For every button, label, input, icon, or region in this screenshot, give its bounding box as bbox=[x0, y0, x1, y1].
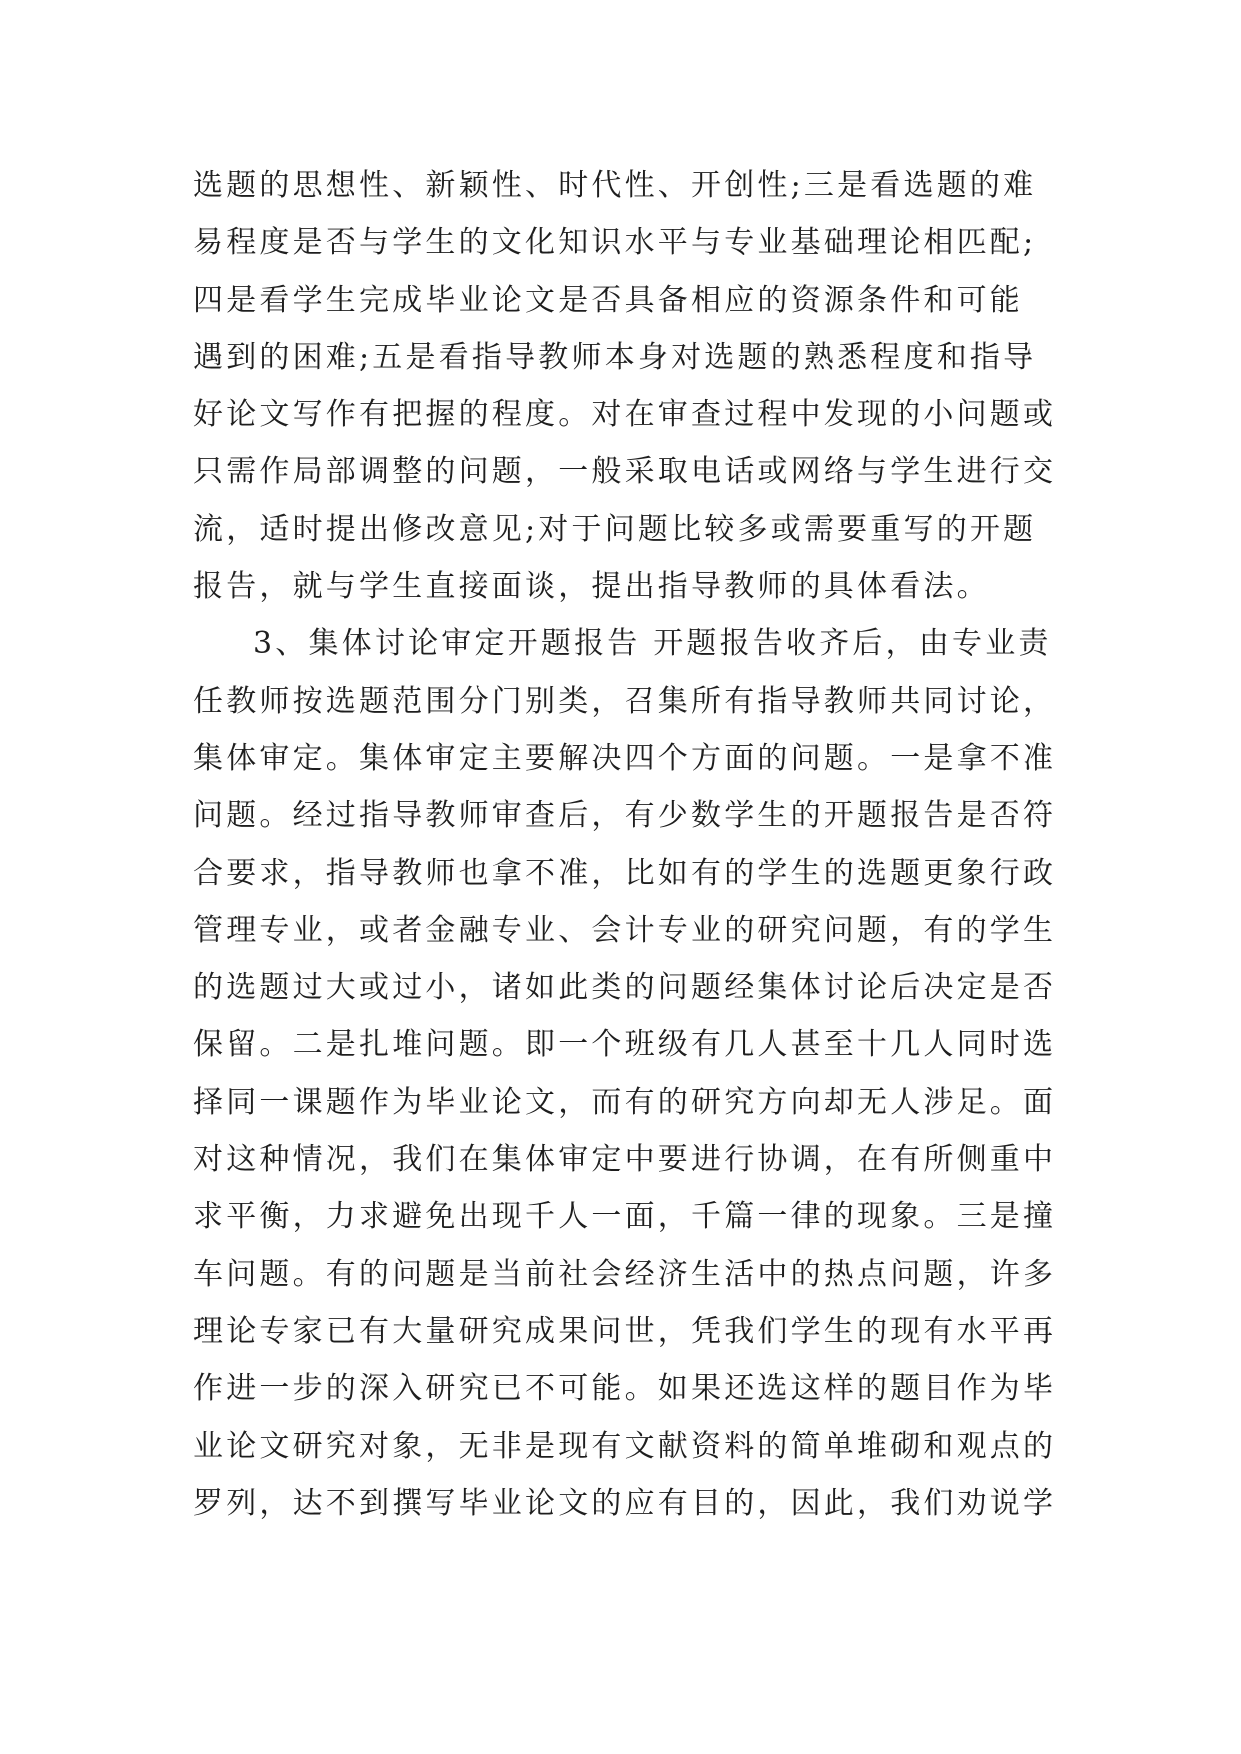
text-line: 合要求，指导教师也拿不准，比如有的学生的选题更象行政 bbox=[193, 855, 1057, 891]
text-line: 理论专家已有大量研究成果问世，凭我们学生的现有水平再 bbox=[193, 1313, 1057, 1349]
text-line: 选题的思想性、新颖性、时代性、开创性;三是看选题的难 bbox=[193, 168, 1037, 203]
text-line: 管理专业，或者金融专业、会计专业的研究问题，有的学生 bbox=[193, 912, 1057, 948]
text-line: 作进一步的深入研究已不可能。如果还选这样的题目作为毕 bbox=[193, 1371, 1057, 1407]
text-line: 罗列，达不到撰写毕业论文的应有目的，因此，我们劝说学 bbox=[193, 1485, 1057, 1521]
text-line: 好论文写作有把握的程度。对在审查过程中发现的小问题或 bbox=[193, 397, 1057, 433]
text-line: 只需作局部调整的问题，一般采取电话或网络与学生进行交 bbox=[193, 454, 1057, 490]
text-line: 求平衡，力求避免出现千人一面，千篇一律的现象。三是撞 bbox=[193, 1199, 1057, 1235]
text-line: 保留。二是扎堆问题。即一个班级有几人甚至十几人同时选 bbox=[193, 1027, 1057, 1063]
body-text bbox=[193, 157, 1073, 1532]
text-line: 任教师按选题范围分门别类，召集所有指导教师共同讨论， bbox=[193, 683, 1057, 719]
text-line: 车问题。有的问题是当前社会经济生活中的热点问题，许多 bbox=[193, 1256, 1057, 1292]
text-line: 对这种情况，我们在集体审定中要进行协调，在有所侧重中 bbox=[193, 1142, 1057, 1178]
text-line: 流，适时提出修改意见;对于问题比较多或需要重写的开题 bbox=[193, 511, 1037, 547]
text-line: 的选题过大或过小，诸如此类的问题经集体讨论后决定是否 bbox=[193, 970, 1057, 1006]
text-line: 易程度是否与学生的文化知识水平与专业基础理论相匹配; bbox=[193, 225, 1037, 261]
text-line: 择同一课题作为毕业论文，而有的研究方向却无人涉足。面 bbox=[193, 1084, 1057, 1120]
text-line: 遇到的困难;五是看指导教师本身对选题的熟悉程度和指导 bbox=[193, 339, 1037, 375]
text-line: 四是看学生完成毕业论文是否具备相应的资源条件和可能 bbox=[193, 282, 1023, 318]
text-line: 集体审定。集体审定主要解决四个方面的问题。一是拿不准 bbox=[193, 740, 1057, 776]
text-line: 业论文研究对象，无非是现有文献资料的简单堆砌和观点的 bbox=[193, 1428, 1057, 1464]
text-line: 报告，就与学生直接面谈，提出指导教师的具体看法。 bbox=[193, 569, 990, 605]
section-heading-line: 3、集体讨论审定开题报告 开题报告收齐后，由专业责 bbox=[253, 626, 1052, 662]
text-line: 问题。经过指导教师审查后，有少数学生的开题报告是否符 bbox=[193, 798, 1057, 834]
